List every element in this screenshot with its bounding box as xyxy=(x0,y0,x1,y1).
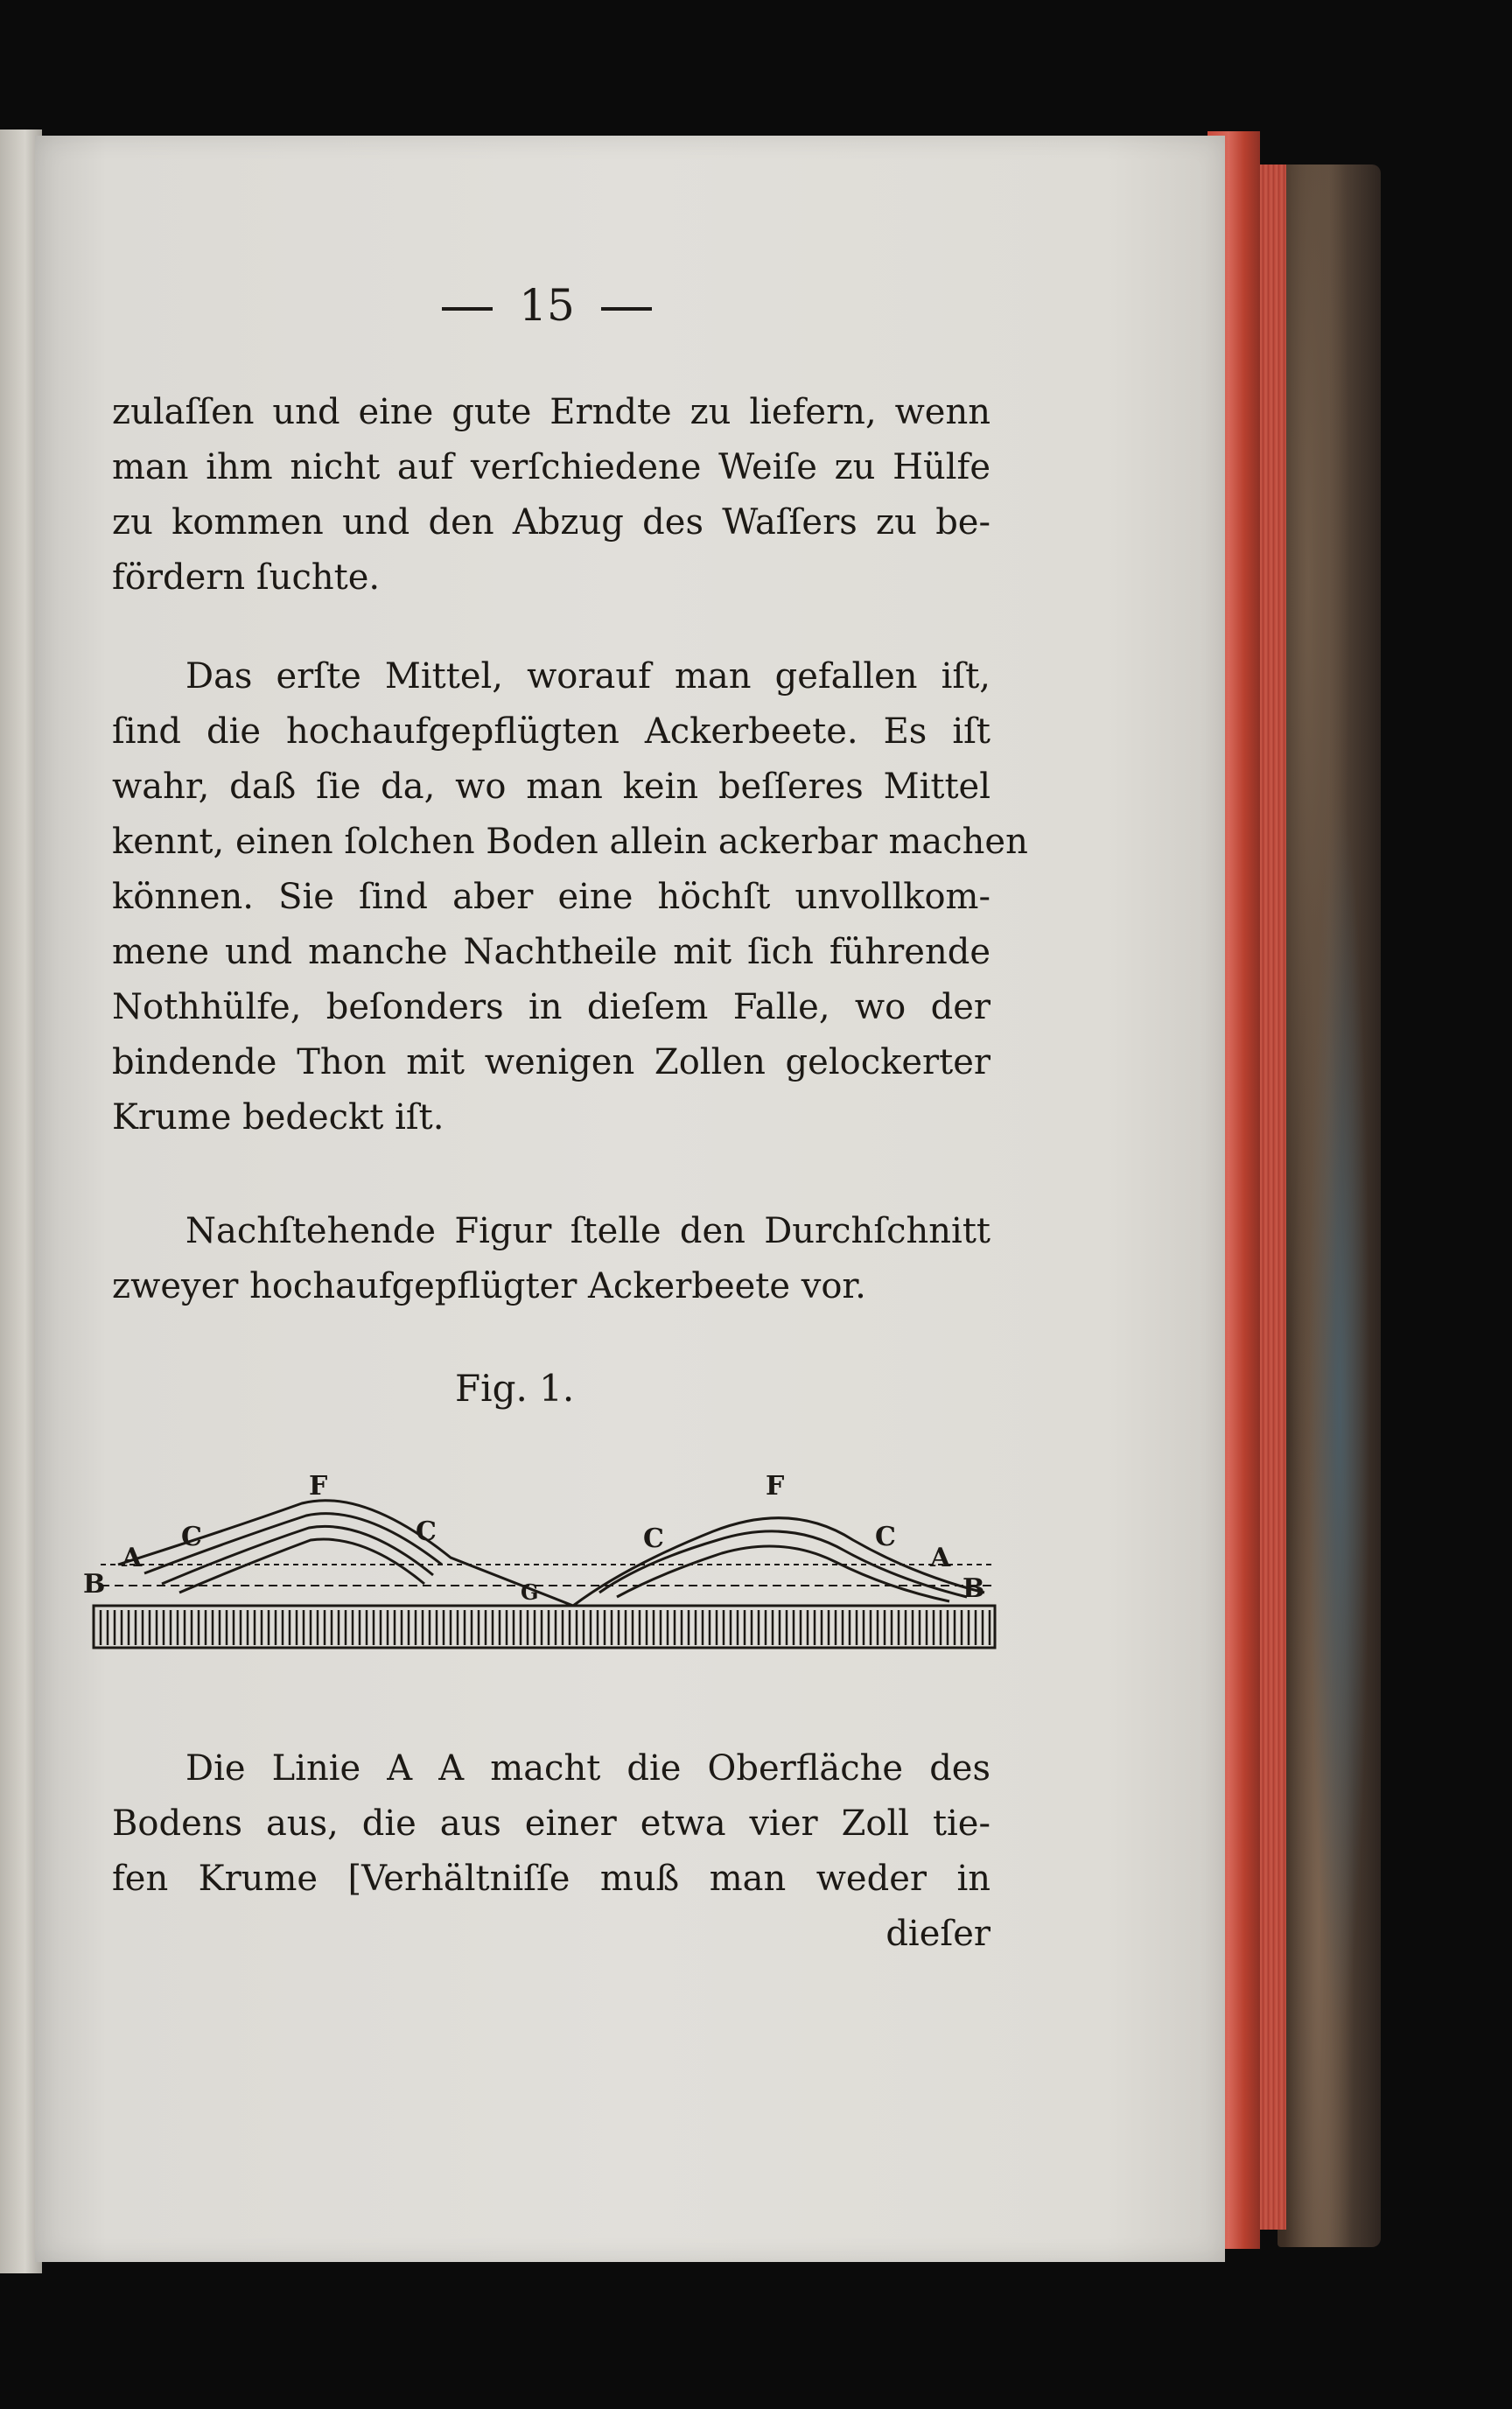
text-line: zu kommen und den Abzug des Waſſers zu be- xyxy=(112,502,990,543)
text-line: Nachſtehende Figur ſtelle den Durchſchnitt xyxy=(186,1211,990,1251)
text-line: Nothhülfe, beſonders in dieſem Falle, wo der xyxy=(112,987,990,1027)
label-a-right: A xyxy=(930,1543,951,1573)
paragraph-3 xyxy=(112,1204,990,1314)
label-c-2: C xyxy=(416,1516,437,1547)
label-b-left: B xyxy=(83,1569,106,1600)
text-line: Das erſte Mittel, worauf man gefallen iſt, xyxy=(186,656,990,697)
left-dash xyxy=(442,307,493,311)
text-line: ſind die hochaufgepflügten Ackerbeete. Es iſt xyxy=(112,711,990,752)
label-c-3: C xyxy=(643,1523,664,1554)
text-line: fen Krume [Verhältniſſe muß man weder in xyxy=(112,1859,990,1899)
text-line: zulaſſen und eine gute Erndte zu liefern, wenn xyxy=(112,392,990,432)
right-dash xyxy=(601,307,652,311)
text-line: zweyer hochaufgepflügter Ackerbeete vor. xyxy=(112,1266,866,1306)
text-line: wahr, daß ſie da, wo man kein beſſeres Mittel xyxy=(112,767,990,807)
paragraph-1 xyxy=(112,385,990,606)
label-c-4: C xyxy=(875,1522,896,1552)
label-b-right: B xyxy=(962,1573,985,1604)
text-line: Bodens aus, die aus einer etwa vier Zoll tie- xyxy=(112,1803,990,1844)
text-line: Krume bedeckt iſt. xyxy=(112,1097,444,1138)
text-line: man ihm nicht auf verſchiedene Weiſe zu Hülfe xyxy=(112,447,990,487)
catchword: dieſer xyxy=(886,1914,990,1954)
figure-ground-hatching xyxy=(94,1606,995,1648)
text-line: bindende Thon mit wenigen Zollen gelockerter xyxy=(112,1042,990,1082)
left-ridge xyxy=(118,1501,573,1606)
paragraph-2 xyxy=(112,649,1028,1145)
paragraph-4 xyxy=(112,1741,990,1962)
right-ridge xyxy=(573,1518,984,1606)
page-number xyxy=(398,280,696,341)
ackerbeete-figure xyxy=(83,1453,1002,1667)
label-f-right: F xyxy=(766,1471,785,1502)
book-cover-edge xyxy=(1278,165,1381,2247)
label-f-left: F xyxy=(309,1471,328,1502)
text-line: mene und manche Nachtheile mit ſich führende xyxy=(112,932,990,972)
text-line: Die Linie A A macht die Oberfläche des xyxy=(186,1748,990,1789)
label-a-left: A xyxy=(122,1543,143,1573)
text-line: kennt, einen ſolchen Boden allein ackerbar machen xyxy=(112,822,1028,862)
label-g: G xyxy=(521,1579,539,1605)
page-number-text: 15 xyxy=(519,280,575,331)
label-c-1: C xyxy=(181,1522,202,1552)
text-line: fördern ſuchte. xyxy=(112,557,381,598)
text-line: können. Sie ſind aber eine höchſt unvollkom- xyxy=(112,877,990,917)
figure-caption: Fig. 1. xyxy=(455,1367,575,1410)
